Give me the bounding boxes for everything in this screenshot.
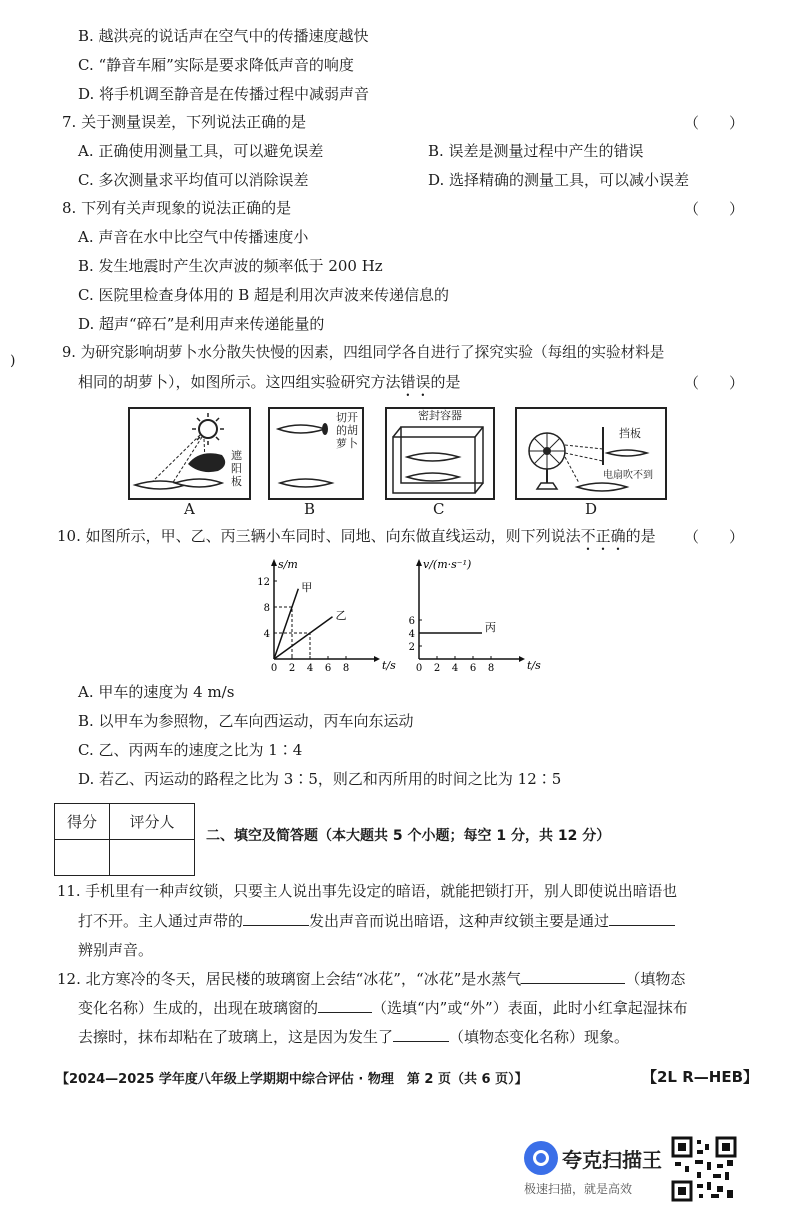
grader-cell[interactable] <box>110 840 195 876</box>
q9-stem-line1: 9. 为研究影响胡萝卜水分散失快慢的因素，四组同学各自进行了探究实验（每组的实验材料是 <box>62 344 665 361</box>
x-tick-label: 6 <box>324 663 332 674</box>
q8-answer-paren: （ ） <box>684 200 745 218</box>
figure-a-label: A <box>184 500 195 518</box>
q8-stem: 8. 下列有关声现象的说法正确的是 <box>62 199 292 217</box>
q11-line3: 辨别声音。 <box>78 941 154 959</box>
y-tick-label: 12 <box>257 577 270 588</box>
quark-logo-icon <box>524 1141 558 1175</box>
x-axis-arrow <box>519 656 525 662</box>
series-label-丙: 丙 <box>485 621 496 634</box>
q10-emphasis: 不正确 <box>580 527 626 545</box>
q10-option-b: B. 以甲车为参照物，乙车向西运动，丙车向东运动 <box>78 712 414 730</box>
series-line-甲 <box>274 589 298 659</box>
x-tick-label: 0 <box>415 663 423 674</box>
q11-line1: 11. 手机里有一种声纹锁，只要主人说出事先设定的暗语，就能把锁打开，别人即使说出暗语也 <box>57 883 678 900</box>
shade-board-label: 遮阳板 <box>231 449 242 488</box>
figure-d-label: D <box>585 500 598 518</box>
baffle-label: 挡板 <box>619 427 641 440</box>
x-tick-label: 6 <box>469 663 477 674</box>
x-tick-label: 4 <box>451 663 459 674</box>
q7-option-a: A. 正确使用测量工具，可以避免误差 <box>78 142 324 160</box>
series-label-甲: 甲 <box>301 580 313 594</box>
y-tick-label: 4 <box>408 629 415 640</box>
s-t-graph <box>250 556 400 674</box>
score-cell[interactable] <box>55 840 110 876</box>
score-header: 得分 <box>55 804 110 840</box>
x-tick-label: 8 <box>487 663 495 674</box>
section2-title: 二、填空及简答题（本大题共 5 个小题；每空 1 分，共 12 分） <box>206 828 611 844</box>
footer-info: 【2024—2025 学年度八年级上学期期中综合评估 · 物理 第 2 页（共 6 页）】 <box>56 1072 528 1087</box>
fan-carrot-illustration <box>517 409 665 498</box>
figure-c <box>385 407 495 500</box>
v-t-graph <box>395 556 545 674</box>
y-axis-arrow <box>271 559 277 566</box>
figure-b-label: B <box>304 500 316 518</box>
x-tick-label: 4 <box>306 663 314 674</box>
q7-option-c: C. 多次测量求平均值可以消除误差 <box>78 171 309 189</box>
q10-option-d: D. 若乙、丙运动的路程之比为 3∶5，则乙和丙所用的时间之比为 12∶5 <box>78 770 562 788</box>
y-tick-label: 2 <box>408 642 415 653</box>
x-axis-arrow <box>374 656 380 662</box>
x-tick-label: 0 <box>270 663 278 674</box>
figure-c-label: C <box>433 500 445 518</box>
y-axis-label: s/m <box>278 558 298 571</box>
q9-emphasis: 错误 <box>400 373 431 391</box>
score-table <box>54 803 195 876</box>
x-tick-label: 8 <box>342 663 350 674</box>
fan-blocked-label: 电扇吹不到 <box>603 470 653 481</box>
q7-answer-paren: （ ） <box>684 114 745 132</box>
q10-stem: 10. 如图所示，甲、乙、丙三辆小车同时、同地、向东做直线运动，则下列说法不正确的是 <box>57 527 656 545</box>
q12-blank-2[interactable] <box>318 998 372 1013</box>
quark-slogan: 极速扫描，就是高效 <box>524 1182 633 1196</box>
footer-code: 【2L R—HEB】 <box>642 1068 759 1086</box>
quark-brand-name: 夸克扫描王 <box>562 1148 662 1172</box>
q10-option-c: C. 乙、丙两车的速度之比为 1∶4 <box>78 741 303 759</box>
y-axis-arrow <box>416 559 422 566</box>
q9-answer-paren: （ ） <box>684 374 745 392</box>
sealed-container-label: 密封容器 <box>418 409 462 422</box>
grader-header: 评分人 <box>110 804 195 840</box>
x-tick-label: 2 <box>433 663 441 674</box>
q12-blank-3[interactable] <box>393 1027 449 1042</box>
q9-stem-line2: 相同的胡萝卜），如图所示。这四组实验研究方法错误的是 <box>78 373 461 391</box>
y-tick-label: 6 <box>408 616 415 627</box>
q8-option-c: C. 医院里检查身体用的 B 超是利用次声波来传递信息的 <box>78 286 450 304</box>
q12-blank-1[interactable] <box>521 969 625 984</box>
q10-option-a: A. 甲车的速度为 4 m/s <box>78 683 235 701</box>
q10-answer-paren: （ ） <box>684 528 745 546</box>
y-axis-label: v/(m·s⁻¹) <box>423 558 472 571</box>
figure-d <box>515 407 667 500</box>
y-tick-label: 8 <box>263 603 270 614</box>
q12-line3: 去擦时，抹布却粘在了玻璃上，这是因为发生了 （填物态变化名称）现象。 <box>78 1028 630 1046</box>
q11-blank-2[interactable] <box>609 911 675 926</box>
cut-carrot-label: 切开的胡萝卜 <box>336 411 358 450</box>
series-line-乙 <box>274 617 333 659</box>
margin-mark: ) <box>10 353 16 369</box>
q8-option-d: D. 超声“碎石”是利用声来传递能量的 <box>78 315 325 333</box>
q7-option-b: B. 误差是测量过程中产生的错误 <box>428 142 644 160</box>
q11-blank-1[interactable] <box>243 911 309 926</box>
x-tick-label: 2 <box>288 663 296 674</box>
y-tick-label: 4 <box>263 629 270 640</box>
q6-option-b: B. 越洪亮的说话声在空气中的传播速度越快 <box>78 27 369 45</box>
q12-line1: 12. 北方寒冷的冬天，居民楼的玻璃窗上会结“冰花”，“冰花”是水蒸气 （填物态 <box>57 970 686 988</box>
q8-option-b: B. 发生地震时产生次声波的频率低于 200 Hz <box>78 257 383 275</box>
x-axis-label: t/s <box>527 659 541 672</box>
q12-line2: 变化名称）生成的，出现在玻璃窗的 （选填“内”或“外”）表面，此时小红拿起湿抹布 <box>78 999 688 1017</box>
q7-stem: 7. 关于测量误差，下列说法正确的是 <box>62 113 307 131</box>
figure-b <box>268 407 364 500</box>
series-label-乙: 乙 <box>335 608 347 622</box>
x-axis-label: t/s <box>382 659 396 672</box>
q7-option-d: D. 选择精确的测量工具，可以减小误差 <box>428 171 690 189</box>
q11-line2: 打不开。主人通过声带的 发出声音而说出暗语，这种声纹锁主要是通过 <box>78 911 675 931</box>
q6-option-c: C. “静音车厢”实际是要求降低声音的响度 <box>78 56 354 74</box>
figure-a <box>128 407 251 500</box>
q8-option-a: A. 声音在水中比空气中传播速度小 <box>78 228 309 246</box>
q6-option-d: D. 将手机调至静音是在传播过程中减弱声音 <box>78 85 370 103</box>
qr-code-icon <box>671 1136 737 1202</box>
